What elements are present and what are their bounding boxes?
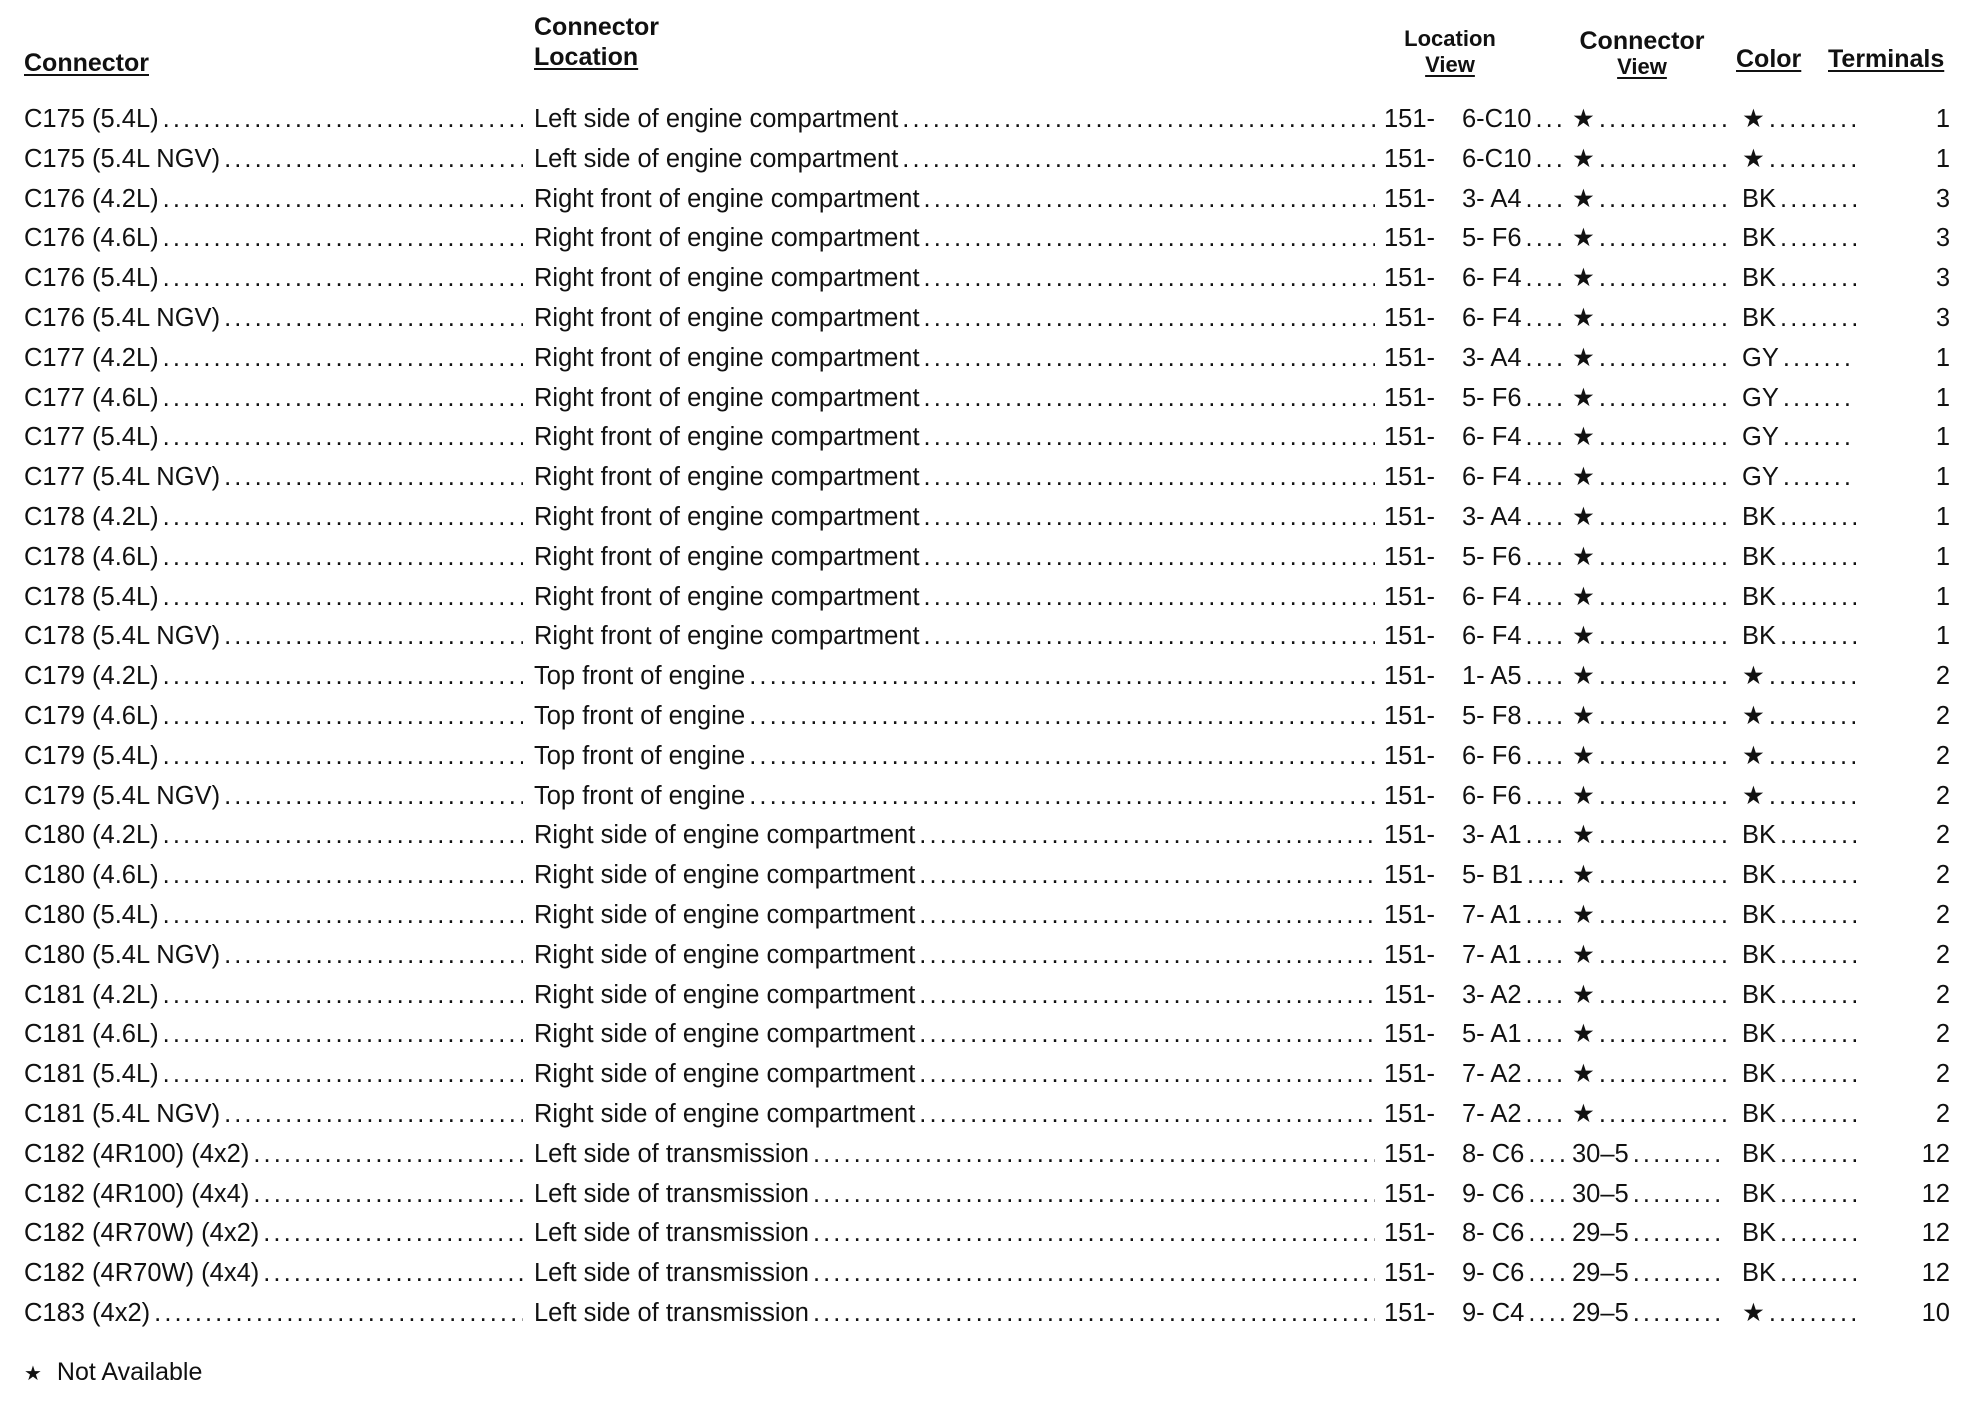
connector-id: C182 (4R100) (4x4) . . . (24, 1174, 527, 1214)
connector-location: Right side of engine compartment . . . (534, 1094, 1379, 1134)
connector-id: C178 (4.6L) . . . (24, 537, 527, 577)
terminal-count: 1 (1935, 463, 1950, 492)
wire-color: BK . . . (1742, 218, 1860, 258)
connector-id: C177 (5.4L NGV) . . . (24, 457, 527, 497)
connector-location: Right front of engine compartment . . . (534, 616, 1379, 656)
connector-id: C182 (4R100) (4x2) . . . (24, 1134, 527, 1174)
connector-id: C181 (4.2L) . . . (24, 975, 527, 1015)
connector-view: ★ . . . (1572, 378, 1730, 418)
connector-view: 29–5 . . . (1572, 1253, 1730, 1293)
location-view: 6-C10 . . . (1462, 139, 1568, 179)
connector-location: Right front of engine compartment . . . (534, 577, 1379, 617)
connector-location: Right side of engine compartment . . . (534, 1054, 1379, 1094)
location-view: 9- C4 . . . (1462, 1293, 1568, 1333)
connector-id: C181 (4.6L) . . . (24, 1014, 527, 1054)
wire-color: ★ . . . (1742, 99, 1860, 139)
connector-view: ★ . . . (1572, 855, 1730, 895)
star-icon: ★ (24, 1363, 42, 1385)
connector-id: C177 (4.2L) . . . (24, 338, 527, 378)
location-view-prefix: 151- (1384, 1219, 1436, 1248)
table-row (0, 935, 1968, 975)
connector-id: C176 (5.4L NGV) . . . (24, 298, 527, 338)
connector-location: Right front of engine compartment . . . (534, 537, 1379, 577)
connector-view: ★ . . . (1572, 218, 1730, 258)
table-row (0, 417, 1968, 457)
connector-location: Top front of engine . . . (534, 776, 1379, 816)
wire-color: GY . . . (1742, 338, 1860, 378)
table-row (0, 1094, 1968, 1134)
connector-location: Left side of transmission . . . (534, 1174, 1379, 1214)
connector-id: C175 (5.4L) . . . (24, 99, 527, 139)
connector-location: Right side of engine compartment . . . (534, 975, 1379, 1015)
location-view-prefix: 151- (1384, 224, 1436, 253)
location-view: 5- A1 . . . (1462, 1014, 1568, 1054)
connector-id: C175 (5.4L NGV) . . . (24, 139, 527, 179)
connector-view: ★ . . . (1572, 935, 1730, 975)
terminal-count: 1 (1935, 423, 1950, 452)
connector-location: Left side of engine compartment . . . (534, 99, 1379, 139)
table-row (0, 776, 1968, 816)
connector-location: Right side of engine compartment . . . (534, 855, 1379, 895)
header-connector-view: Connector View (1579, 27, 1705, 79)
connector-id: C182 (4R70W) (4x4) . . . (24, 1253, 527, 1293)
wire-color: GY . . . (1742, 417, 1860, 457)
location-view-prefix: 151- (1384, 861, 1436, 890)
terminal-count: 2 (1935, 702, 1950, 730)
table-row (0, 616, 1968, 656)
terminal-count: 2 (1935, 980, 1950, 1009)
connector-location: Top front of engine . . . (534, 656, 1379, 696)
connector-location: Right front of engine compartment . . . (534, 457, 1379, 497)
connector-view: 29–5 . . . (1572, 1213, 1730, 1253)
table-row (0, 975, 1968, 1015)
connector-location: Right side of engine compartment . . . (534, 895, 1379, 935)
connector-view: ★ . . . (1572, 1054, 1730, 1094)
connector-id: C179 (5.4L NGV) . . . (24, 776, 527, 816)
connector-location: Top front of engine . . . (534, 736, 1379, 776)
location-view: 6- F6 . . . (1462, 736, 1568, 776)
wire-color: BK . . . (1742, 577, 1860, 617)
connector-location: Right front of engine compartment . . . (534, 218, 1379, 258)
connector-location: Top front of engine . . . (534, 696, 1379, 736)
table-row (0, 1134, 1968, 1174)
connector-location: Left side of transmission . . . (534, 1253, 1379, 1293)
connector-id: C178 (5.4L) . . . (24, 577, 527, 617)
connector-location: Right front of engine compartment . . . (534, 258, 1379, 298)
location-view: 3- A4 . . . (1462, 179, 1568, 219)
connector-id: C180 (4.6L) . . . (24, 855, 527, 895)
table-row (0, 1174, 1968, 1214)
location-view: 3- A2 . . . (1462, 975, 1568, 1015)
terminal-count: 3 (1935, 304, 1950, 332)
terminal-count: 12 (1921, 1259, 1950, 1288)
table-row (0, 736, 1968, 776)
location-view: 5- F8 . . . (1462, 696, 1568, 736)
table-row (0, 696, 1968, 736)
location-view-prefix: 151- (1384, 1100, 1436, 1128)
terminal-count: 12 (1921, 1139, 1950, 1168)
terminal-count: 1 (1935, 622, 1950, 651)
wire-color: BK . . . (1742, 895, 1860, 935)
connector-location: Right front of engine compartment . . . (534, 298, 1379, 338)
connector-view: ★ . . . (1572, 1014, 1730, 1054)
table-row (0, 1253, 1968, 1293)
wire-color: ★ . . . (1742, 776, 1860, 816)
location-view-prefix: 151- (1384, 264, 1436, 293)
terminal-count: 2 (1935, 821, 1950, 850)
connector-id: C181 (5.4L NGV) . . . (24, 1094, 527, 1134)
connector-id: C181 (5.4L) . . . (24, 1054, 527, 1094)
connector-view: ★ . . . (1572, 975, 1730, 1015)
terminal-count: 1 (1935, 542, 1950, 571)
wire-color: BK . . . (1742, 1174, 1860, 1214)
connector-id: C176 (5.4L) . . . (24, 258, 527, 298)
footnote (24, 1352, 202, 1394)
connector-view: ★ . . . (1572, 537, 1730, 577)
wire-color: ★ . . . (1742, 1293, 1860, 1333)
table-row (0, 179, 1968, 219)
connector-view: ★ . . . (1572, 815, 1730, 855)
connector-location: Right side of engine compartment . . . (534, 1014, 1379, 1054)
wire-color: ★ . . . (1742, 656, 1860, 696)
terminal-count: 10 (1921, 1299, 1950, 1327)
connector-id: C179 (4.2L) . . . (24, 656, 527, 696)
location-view-prefix: 151- (1384, 901, 1436, 929)
header-location-view: Location View (1404, 26, 1496, 77)
connector-view: ★ . . . (1572, 696, 1730, 736)
wire-color: ★ . . . (1742, 696, 1860, 736)
location-view: 5- B1 . . . (1462, 855, 1568, 895)
connector-id: C178 (4.2L) . . . (24, 497, 527, 537)
location-view: 5- F6 . . . (1462, 378, 1568, 418)
connector-view: ★ . . . (1572, 179, 1730, 219)
wire-color: ★ . . . (1742, 736, 1860, 776)
location-view-prefix: 151- (1384, 662, 1436, 691)
connector-location: Right side of engine compartment . . . (534, 815, 1379, 855)
connector-location: Right side of engine compartment . . . (534, 935, 1379, 975)
connector-id: C176 (4.2L) . . . (24, 179, 527, 219)
location-view-prefix: 151- (1384, 542, 1436, 571)
location-view-prefix: 151- (1384, 702, 1436, 730)
table-row (0, 139, 1968, 179)
wire-color: BK . . . (1742, 975, 1860, 1015)
location-view-prefix: 151- (1384, 423, 1436, 452)
connector-location: Left side of transmission . . . (534, 1134, 1379, 1174)
table-row (0, 258, 1968, 298)
terminal-count: 2 (1935, 1060, 1950, 1089)
connector-location: Right front of engine compartment . . . (534, 417, 1379, 457)
connector-location: Right front of engine compartment . . . (534, 338, 1379, 378)
connector-view: ★ . . . (1572, 736, 1730, 776)
terminal-count: 2 (1935, 1100, 1950, 1128)
connector-id: C182 (4R70W) (4x2) . . . (24, 1213, 527, 1253)
table-row (0, 895, 1968, 935)
connector-view: ★ . . . (1572, 457, 1730, 497)
wire-color: BK . . . (1742, 1213, 1860, 1253)
connector-id: C180 (5.4L) . . . (24, 895, 527, 935)
location-view-prefix: 151- (1384, 940, 1436, 969)
terminal-count: 2 (1935, 781, 1950, 810)
location-view: 3- A4 . . . (1462, 338, 1568, 378)
location-view: 7- A2 . . . (1462, 1094, 1568, 1134)
table-row (0, 855, 1968, 895)
location-view: 7- A1 . . . (1462, 895, 1568, 935)
location-view-prefix: 151- (1384, 1259, 1436, 1288)
header-color: Color (1736, 45, 1802, 73)
table-row (0, 815, 1968, 855)
terminal-count: 2 (1935, 662, 1950, 691)
location-view: 5- F6 . . . (1462, 537, 1568, 577)
location-view: 6- F4 . . . (1462, 457, 1568, 497)
wire-color: GY . . . (1742, 378, 1860, 418)
connector-id: C176 (4.6L) . . . (24, 218, 527, 258)
location-view-prefix: 151- (1384, 1060, 1436, 1089)
connector-id: C177 (5.4L) . . . (24, 417, 527, 457)
table-row (0, 99, 1968, 139)
table-row (0, 497, 1968, 537)
terminal-count: 1 (1935, 144, 1950, 173)
location-view-prefix: 151- (1384, 1179, 1436, 1208)
connector-view: 30–5 . . . (1572, 1174, 1730, 1214)
location-view: 6- F4 . . . (1462, 417, 1568, 457)
terminal-count: 2 (1935, 741, 1950, 770)
table-row (0, 338, 1968, 378)
connector-view: ★ . . . (1572, 895, 1730, 935)
wire-color: BK . . . (1742, 1014, 1860, 1054)
connector-view: ★ . . . (1572, 99, 1730, 139)
table-row (0, 656, 1968, 696)
location-view: 7- A2 . . . (1462, 1054, 1568, 1094)
table-row (0, 1014, 1968, 1054)
connector-id: C180 (4.2L) . . . (24, 815, 527, 855)
table-row (0, 218, 1968, 258)
connector-view: ★ . . . (1572, 298, 1730, 338)
location-view-prefix: 151- (1384, 622, 1436, 651)
wire-color: BK . . . (1742, 258, 1860, 298)
connector-id: C179 (4.6L) . . . (24, 696, 527, 736)
wire-color: GY . . . (1742, 457, 1860, 497)
location-view-prefix: 151- (1384, 1299, 1436, 1327)
footnote-text: Not Available (56, 1358, 203, 1386)
location-view-prefix: 151- (1384, 821, 1436, 850)
location-view: 8- C6 . . . (1462, 1134, 1568, 1174)
connector-location: Left side of transmission . . . (534, 1293, 1379, 1333)
location-view-prefix: 151- (1384, 980, 1436, 1009)
location-view-prefix: 151- (1384, 144, 1436, 173)
location-view-prefix: 151- (1384, 1139, 1436, 1168)
terminal-count: 2 (1935, 940, 1950, 969)
wire-color: BK . . . (1742, 1094, 1860, 1134)
connector-view: ★ . . . (1572, 776, 1730, 816)
location-view: 6- F4 . . . (1462, 616, 1568, 656)
connector-view: ★ . . . (1572, 497, 1730, 537)
location-view: 5- F6 . . . (1462, 218, 1568, 258)
terminal-count: 1 (1935, 105, 1950, 133)
header-connector: Connector (24, 49, 149, 77)
header-terminals: Terminals (1828, 45, 1945, 73)
connector-id: C177 (4.6L) . . . (24, 378, 527, 418)
location-view-prefix: 151- (1384, 304, 1436, 332)
table-row (0, 457, 1968, 497)
connector-id: C180 (5.4L NGV) . . . (24, 935, 527, 975)
wire-color: ★ . . . (1742, 139, 1860, 179)
table-row (0, 1054, 1968, 1094)
connector-location: Right front of engine compartment . . . (534, 179, 1379, 219)
wire-color: BK . . . (1742, 179, 1860, 219)
terminal-count: 3 (1935, 264, 1950, 293)
location-view: 3- A4 . . . (1462, 497, 1568, 537)
terminal-count: 12 (1921, 1219, 1950, 1248)
connector-view: ★ . . . (1572, 139, 1730, 179)
location-view: 8- C6 . . . (1462, 1213, 1568, 1253)
terminal-count: 2 (1935, 1020, 1950, 1049)
header-connector-location: Connector Location (534, 13, 659, 71)
terminal-count: 1 (1935, 503, 1950, 531)
terminal-count: 12 (1921, 1179, 1950, 1208)
location-view: 6-C10 . . . (1462, 99, 1568, 139)
wire-color: BK . . . (1742, 935, 1860, 975)
wire-color: BK . . . (1742, 616, 1860, 656)
table-row (0, 1213, 1968, 1253)
terminal-count: 2 (1935, 901, 1950, 929)
location-view: 6- F4 . . . (1462, 577, 1568, 617)
terminal-count: 1 (1935, 582, 1950, 611)
connector-view: 29–5 . . . (1572, 1293, 1730, 1333)
terminal-count: 3 (1935, 184, 1950, 213)
location-view: 9- C6 . . . (1462, 1253, 1568, 1293)
location-view-prefix: 151- (1384, 741, 1436, 770)
connector-location: Right front of engine compartment . . . (534, 378, 1379, 418)
location-view-prefix: 151- (1384, 582, 1436, 611)
table-row (0, 577, 1968, 617)
connector-view: ★ . . . (1572, 1094, 1730, 1134)
wire-color: BK . . . (1742, 1253, 1860, 1293)
location-view-prefix: 151- (1384, 383, 1436, 412)
location-view: 3- A1 . . . (1462, 815, 1568, 855)
connector-view: ★ . . . (1572, 656, 1730, 696)
location-view-prefix: 151- (1384, 343, 1436, 372)
wire-color: BK . . . (1742, 855, 1860, 895)
connector-view: ★ . . . (1572, 338, 1730, 378)
terminal-count: 1 (1935, 383, 1950, 412)
terminal-count: 3 (1935, 224, 1950, 253)
location-view-prefix: 151- (1384, 105, 1436, 133)
location-view-prefix: 151- (1384, 463, 1436, 492)
location-view-prefix: 151- (1384, 184, 1436, 213)
location-view: 6- F4 . . . (1462, 298, 1568, 338)
connector-view: ★ . . . (1572, 616, 1730, 656)
wire-color: BK . . . (1742, 815, 1860, 855)
table-row (0, 1293, 1968, 1333)
connector-location: Left side of transmission . . . (534, 1213, 1379, 1253)
connector-id: C178 (5.4L NGV) . . . (24, 616, 527, 656)
terminal-count: 1 (1935, 343, 1950, 372)
location-view-prefix: 151- (1384, 503, 1436, 531)
connector-location: Right front of engine compartment . . . (534, 497, 1379, 537)
table-row (0, 537, 1968, 577)
connector-location: Left side of engine compartment . . . (534, 139, 1379, 179)
location-view: 6- F4 . . . (1462, 258, 1568, 298)
location-view-prefix: 151- (1384, 781, 1436, 810)
table-row (0, 378, 1968, 418)
location-view: 7- A1 . . . (1462, 935, 1568, 975)
terminal-count: 2 (1935, 861, 1950, 890)
connector-view: 30–5 . . . (1572, 1134, 1730, 1174)
wire-color: BK . . . (1742, 497, 1860, 537)
location-view-prefix: 151- (1384, 1020, 1436, 1049)
connector-view: ★ . . . (1572, 577, 1730, 617)
wire-color: BK . . . (1742, 1134, 1860, 1174)
location-view: 9- C6 . . . (1462, 1174, 1568, 1214)
table-row (0, 298, 1968, 338)
wire-color: BK . . . (1742, 298, 1860, 338)
connector-view: ★ . . . (1572, 258, 1730, 298)
location-view: 6- F6 . . . (1462, 776, 1568, 816)
wire-color: BK . . . (1742, 1054, 1860, 1094)
connector-id: C183 (4x2) . . . (24, 1293, 527, 1333)
connector-view: ★ . . . (1572, 417, 1730, 457)
connector-id: C179 (5.4L) . . . (24, 736, 527, 776)
wire-color: BK . . . (1742, 537, 1860, 577)
location-view: 1- A5 . . . (1462, 656, 1568, 696)
